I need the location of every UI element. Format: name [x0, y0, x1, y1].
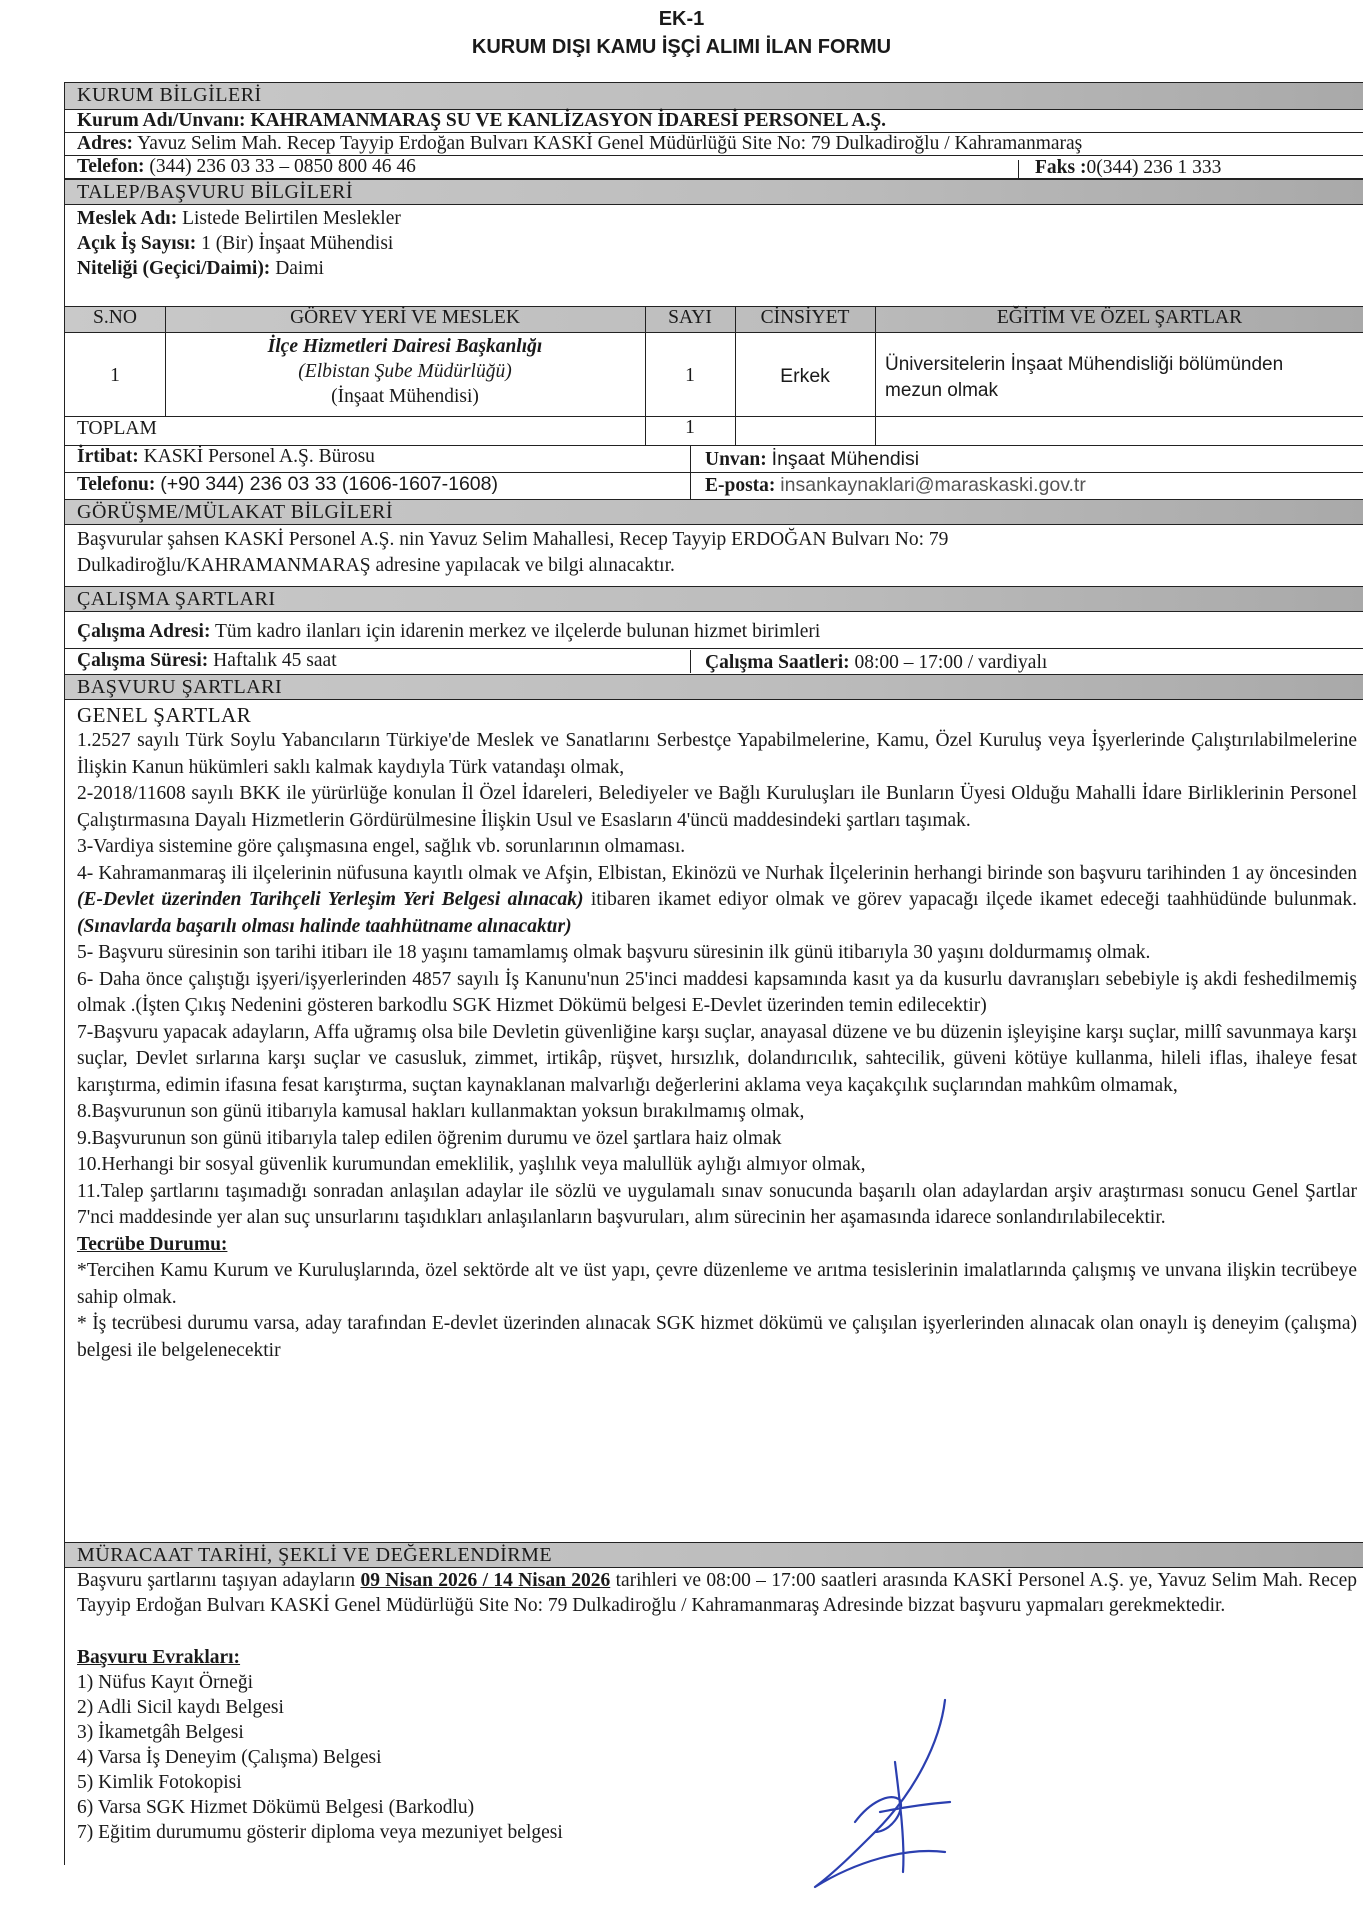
- basvuru-conditions: [77, 728, 1357, 1364]
- evrak-item: 5) Kimlik Fotokopisi: [77, 1772, 242, 1793]
- kurum-phone: (344) 236 03 33 – 0850 800 46 46: [149, 156, 416, 177]
- application-dates: 09 Nisan 2026 / 14 Nisan 2026: [360, 1570, 611, 1591]
- tecrube-1: *Tercihen Kamu Kurum ve Kuruluşlarında, özel sektörde alt ve üst yapı, çevre düzenleme ve arıtma tesislerinin imalatlarında çalışmış ve unvana ilişkin tecrübeye sahip olmak.: [77, 1260, 1357, 1308]
- kurum-name: KAHRAMANMARAŞ SU VE KANLİZASYON İDARESİ PERSONEL A.Ş.: [250, 110, 887, 131]
- condition-2: 2-2018/11608 sayılı BKK ile yürürlüğe konulan İl Özel İdareleri, Belediyeler ve Bağlı Kuruluşları ile Bunların Üyesi Olduğu Mahalli İdare Birliklerinin Personel Çalıştırmasına Dayalı Hizmetlerin Gördürülmesine İlişkin Usul ve Esasların 4'üncü maddesindeki şartları taşımak.: [77, 783, 1357, 831]
- evrak-item: 2) Adli Sicil kaydı Belgesi: [77, 1697, 284, 1718]
- kurum-fax: 0(344) 236 1 333: [1086, 157, 1222, 178]
- condition-6: 6- Daha önce çalıştığı işyeri/işyerlerinden 4857 sayılı İş Kanunu'nun 25'inci maddesi kapsamında kasıt ya da kusurlu davranışları sebebiyle iş akdi feshedilmemiş olmak .(İşten Çıkış Nedenini gösteren barkodlu SGK Hizmet Dökümü belgesi E-Devlet üzerinden temin edilecektir): [77, 968, 1357, 1016]
- evrak-item: 6) Varsa SGK Hizmet Dökümü Belgesi (Barkodlu): [77, 1797, 475, 1818]
- condition-10: 10.Herhangi bir sosyal güvenlik kurumundan emeklilik, yaşlılık veya malullük aylığı almıyor olmak,: [77, 1154, 866, 1175]
- unvan: İnşaat Mühendisi: [771, 448, 920, 470]
- row-gorev: İlçe Hizmetleri Dairesi Başkanlığı (Elbistan Şube Müdürlüğü) (İnşaat Mühendisi): [267, 336, 543, 407]
- col-sayi: SAYI: [668, 307, 712, 328]
- col-egitim: EĞİTİM VE ÖZEL ŞARTLAR: [996, 307, 1243, 328]
- tecrube-title: Tecrübe Durumu:: [77, 1233, 228, 1255]
- toplam-value: 1: [685, 417, 695, 438]
- kurum-address: Yavuz Selim Mah. Recep Tayyip Erdoğan Bulvarı KASKİ Genel Müdürlüğü Site No: 79 Dulkadiroğlu / Kahramanmaraş: [137, 133, 1083, 154]
- calisma-suresi: Haftalık 45 saat: [213, 650, 337, 671]
- evrak-list: [77, 1645, 777, 1845]
- kurum-phone-row: Telefon: (344) 236 03 33 – 0850 800 46 46 Faks :0(344) 236 1 333: [65, 156, 1363, 179]
- meslek-adi: Listede Belirtilen Meslekler: [182, 208, 401, 229]
- signature: [795, 1682, 995, 1902]
- section-basvuru: BAŞVURU ŞARTLARI: [65, 674, 1363, 700]
- section-talep: TALEP/BAŞVURU BİLGİLERİ: [65, 179, 1363, 205]
- genel-sartlar-title: GENEL ŞARTLAR: [77, 703, 252, 727]
- calisma-adresi: Tüm kadro ilanları için idarenin merkez ve ilçelerde bulunan hizmet birimleri: [214, 621, 821, 642]
- email-link[interactable]: insankaynaklari@maraskaski.gov.tr: [780, 474, 1086, 496]
- announcement-form: KURUM BİLGİLERİ Kurum Adı/Unvanı: KAHRAMANMARAŞ SU VE KANLİZASYON İDARESİ PERSONEL A.Ş. Adres: Yavuz Selim Mah. Recep Tayyip Erdoğan Bulvarı KASKİ Genel Müdürlüğü Site No: 79 Dulkadiroğlu / Kahramanmaraş Telefon: (344) 236 03 33 – 0850 800 46 46 Faks :0(344) 236 1 333 TALEP/BAŞVURU BİLGİLERİ Meslek Adı: Listede Belirtilen Meslekler Açık İş Sayısı: 1 (Bir) İnşaat Mühendisi Niteliği (Geçici/Daimi): Daimi S.NO GÖREV YERİ VE MESLEK SAYI CİNSİYET EĞİTİM VE ÖZEL ŞARTLAR 1 İlçe Hizmetleri Dairesi Başkanlığı (Elbistan Şube Müdürlüğü) (İnşaat Mühendisi) 1 Erkek Üniversitelerin İnşaat Mühendisliği bölümünden mezun olmak TOPLAM 1 İrtibat: KASKİ Personel A.Ş. Bürosu Unvan: İnşaat Mühendisi Telefonu: (+90 344) 236 03 33 (1606-1607-1608) E-posta: insankaynaklari@maraskaski.gov.tr GÖRÜŞME/MÜLAKAT BİLGİLERİ Başvurular şahsen KASKİ Personel A.Ş. nin Yavuz Selim Mahallesi, Recep Tayyip ERDOĞAN Bulvarı No: 79 Dulkadiroğlu/KAHRAMANMARAŞ adresine yapılacak ve bilgi alınacaktır. ÇALIŞMA ŞARTLARI Çalışma Adresi: Tüm kadro ilanları için idarenin merkez ve ilçelerde bulunan hizmet birimleri Çalışma Süresi: Haftalık 45 saat Çalışma Saatleri: 08:00 – 17:00 / vardiyalı BAŞVURU ŞARTLARI GENEL ŞARTLAR 1.2527 sayılı Türk Soylu Yabancıların Türkiye'de Meslek ve Sanatlarını Serbestçe Yapabilmelerine, Kamu, Özel Kuruluş veya İşyerlerinde Çalıştırılabilmelerine İlişkin Kanun hükümleri saklı kalmak kaydıyla Türk vatandaşı olmak, 2-2018/11608 sayılı BKK ile yürürlüğe konulan İl Özel İdareleri, Belediyeler ve Bağlı Kuruluşları ile Bunların Üyesi Olduğu Mahalli İdare Birliklerinin Personel Çalıştırmasına Dayalı Hizmetlerin Gördürülmesine İlişkin Usul ve Esasların 4'üncü maddesindeki şartları taşımak. 3-Vardiya sistemine göre çalışmasına engel, sağlık vb. sorunlarının olmaması. 4- Kahramanmaraş ili ilçelerinin nüfusuna kayıtlı olmak ve Afşin, Elbistan, Ekinözü ve Nurhak İlçelerinin herhangi birinde son başvuru tarihinden 1 ay öncesinden (E-Devlet üzerinden Tarihçeli Yerleşim Yeri Belgesi alınacak) itibaren ikamet ediyor olmak ve görev yapacağı ilçede ikamet edeceği taahhüdünde bulunmak. (Sınavlarda başarılı olması halinde taahhütname alınacaktır) 5- Başvuru süresinin son tarihi itibarı ile 18 yaşını tamamlamış olmak başvuru süresinin ilk günü itibarıyla 30 yaşını doldurmamış olmak. 6- Daha önce çalıştığı işyeri/işyerlerinden 4857 sayılı İş Kanunu'nun 25'inci maddesi kapsamında kasıt ya da kusurlu davranışları sebebiyle iş akdi feshedilmemiş olmak .(İşten Çıkış Nedenini gösteren barkodlu SGK Hizmet Dökümü belgesi E-Devlet üzerinden temin edilecektir) 7-Başvuru yapacak adayların, Affa uğramış olsa bile Devletin güvenliğine karşı suçlar, anayasal düzene ve bu düzenin işleyişine karşı suçlar, millî savunmaya karşı suçlar, Devlet sırlarına karşı suçlar ve casusluk, zimmet, irtikâp, rüşvet, hırsızlık, dolandırıcılık, sahtecilik, güveni kötüye kullanma, hileli iflas, ihaleye fesat karıştırma, edimin ifasına fesat karıştırma, suçtan kaynaklanan malvarlığı değerlerini aklama veya kaçakçılık suçlarından mahkûm olmamak, 8.Başvurunun son günü itibarıyla kamusal hakları kullanmaktan yoksun bırakılmamış olmak, 9.Başvurunun son günü itibarıyla talep edilen öğrenim durumu ve özel şartlara haiz olmak 10.Herhangi bir sosyal güvenlik kurumundan emeklilik, yaşlılık veya malullük aylığı almıyor olmak, 11.Talep şartlarını taşımadığı sonradan anlaşılan adaylar ile sözlü ve uygulamalı sınav sonucunda başarılı olan adaylardan arşiv araştırması sonucu Genel Şartlar 7'nci maddesinde yer alan suç unsurlarını taşıdıkları anlaşılanların başvuruları, alım sürecinin her aşamasında idarece sonlandırılabilecektir. Tecrübe Durumu: *Tercihen Kamu Kurum ve Kuruluşlarında, özel sektörde alt ve üst yapı, çevre düzenleme ve arıtma tesislerinin imalatlarında çalışmış ve unvana ilişkin tecrübeye sahip olmak. * İş tecrübesi durumu varsa, aday tarafından E-devlet üzerinden alınacak SGK hizmet dökümü ve çalışılan işyerlerinden alınacak olan onaylı iş deneyim (çalışma) belgesi ile belgelenecektir MÜRACAAT TARİHİ, ŞEKLİ VE DEĞERLENDİRME Başvuru şartlarını taşıyan adayların 09 Nisan 2026 / 14 Nisan 2026 tarihleri ve 08:00 – 17:00 saatleri arasında KASKİ Personel A.Ş. ye, Yavuz Selim Mah. Recep Tayyip Erdoğan Bulvarı KASKİ Genel Müdürlüğü Site No: 79 Dulkadiroğlu / Kahramanmaraş Adresinde bizzat başvuru yapmaları gerekmektedir. Başvuru Evrakları: 1) Nüfus Kayıt Örneği 2) Adli Sicil kaydı Belgesi 3) İkametgâh Belgesi 4) Varsa İş Deneyim (Çalışma) Belgesi 5) Kimlik Fotokopisi 6) Varsa SGK Hizmet Dökümü Belgesi (Barkodlu) 7) Eğitim durumumu gösterir diploma veya mezuniyet belgesi: [64, 82, 1363, 1865]
- calisma-saatleri: 08:00 – 17:00 / vardiyalı: [854, 652, 1048, 673]
- muracaat-text: Başvuru şartlarını taşıyan adayların 09 Nisan 2026 / 14 Nisan 2026 tarihleri ve 08:00 – 17:00 saatleri arasında KASKİ Personel A.Ş. ye, Yavuz Selim Mah. Recep Tayyip Erdoğan Bulvarı KASKİ Genel Müdürlüğü Site No: 79 Dulkadiroğlu / Kahramanmaraş Adresinde bizzat başvuru yapmaları gerekmektedir.: [77, 1570, 1357, 1616]
- col-sno: S.NO: [93, 307, 137, 328]
- col-gorev: GÖREV YERİ VE MESLEK: [290, 307, 520, 328]
- irtibat: KASKİ Personel A.Ş. Bürosu: [143, 446, 375, 467]
- section-gorusme: GÖRÜŞME/MÜLAKAT BİLGİLERİ: [65, 499, 1363, 525]
- kurum-address-row: Adres: Yavuz Selim Mah. Recep Tayyip Erdoğan Bulvarı KASKİ Genel Müdürlüğü Site No: 79 Dulkadiroğlu / Kahramanmaraş: [65, 133, 1363, 156]
- row-sayi: 1: [685, 365, 695, 386]
- annex-label: EK-1: [658, 8, 705, 30]
- condition-11: 11.Talep şartlarını taşımadığı sonradan anlaşılan adaylar ile sözlü ve uygulamalı sınav sonucunda başarılı olan adaylardan arşiv araştırması sonucu Genel Şartlar 7'nci maddesinde yer alan suç unsurlarını taşıdıkları anlaşılanların başvuruları, alım sürecinin her aşamasında idarece sonlandırılabilecektir.: [77, 1180, 1357, 1228]
- toplam-label: TOPLAM: [77, 418, 157, 439]
- form-title: KURUM DIŞI KAMU İŞÇİ ALIMI İLAN FORMU: [471, 36, 892, 58]
- condition-9: 9.Başvurunun son günü itibarıyla talep edilen öğrenim durumu ve özel şartlara haiz olmak: [77, 1127, 782, 1149]
- evrak-item: 4) Varsa İş Deneyim (Çalışma) Belgesi: [77, 1747, 382, 1768]
- section-kurum: KURUM BİLGİLERİ: [65, 82, 1363, 110]
- row-sno: 1: [110, 365, 120, 386]
- col-cinsiyet: CİNSİYET: [760, 307, 850, 328]
- condition-5: 5- Başvuru süresinin son tarihi itibarı ile 18 yaşını tamamlamış olmak başvuru süresinin ilk günü itibarıyla 30 yaşını doldurmamış olmak.: [77, 942, 1151, 963]
- condition-4: 4- Kahramanmaraş ili ilçelerinin nüfusuna kayıtlı olmak ve Afşin, Elbistan, Ekinözü ve Nurhak İlçelerinin herhangi birinde son başvuru tarihinden 1 ay öncesinden (E-Devlet üzerinden Tarihçeli Yerleşim Yeri Belgesi alınacak) itibaren ikamet ediyor olmak ve görev yapacağı ilçede ikamet edeceği taahhüdünde bulunmak. (Sınavlarda başarılı olması halinde taahhütname alınacaktır): [77, 862, 1358, 937]
- row-egitim-1: Üniversitelerin İnşaat Mühendisliği bölümünden: [885, 354, 1284, 375]
- row-egitim-2: mezun olmak: [885, 380, 998, 401]
- nitelik: Daimi: [275, 258, 324, 279]
- evrak-title: Başvuru Evrakları:: [77, 1647, 241, 1668]
- evrak-item: 1) Nüfus Kayıt Örneği: [77, 1672, 254, 1693]
- acik-is-sayisi: 1 (Bir) İnşaat Mühendisi: [201, 233, 394, 254]
- row-cinsiyet: Erkek: [780, 365, 830, 387]
- section-muracaat: MÜRACAAT TARİHİ, ŞEKLİ VE DEĞERLENDİRME: [65, 1542, 1363, 1568]
- condition-7: 7-Başvuru yapacak adayların, Affa uğramış olsa bile Devletin güvenliğine karşı suçlar, anayasal düzene ve bu düzenin işleyişine karşı suçlar, millî savunmaya karşı suçlar, Devlet sırlarına karşı suçlar ve casusluk, zimmet, irtikâp, rüşvet, hırsızlık, dolandırıcılık, sahtecilik, güveni kötüye kullanma, hileli iflas, ihaleye fesat karıştırma, edimin ifasına fesat karıştırma, suçtan kaynaklanan malvarlığı değerlerini aklama veya kaçakçılık suçlarından mahkûm olmamak,: [77, 1021, 1357, 1096]
- gorusme-line1: Başvurular şahsen KASKİ Personel A.Ş. nin Yavuz Selim Mahallesi, Recep Tayyip ERDOĞAN Bulvarı No: 79: [77, 529, 949, 550]
- gorusme-line2: Dulkadiroğlu/KAHRAMANMARAŞ adresine yapılacak ve bilgi alınacaktır.: [77, 555, 675, 576]
- condition-1: 1.2527 sayılı Türk Soylu Yabancıların Türkiye'de Meslek ve Sanatlarını Serbestçe Yapabilmelerine, Kamu, Özel Kuruluş veya İşyerlerinde Çalıştırılabilmelerine İlişkin Kanun hükümleri saklı kalmak kaydıyla Türk vatandaşı olmak,: [77, 730, 1357, 778]
- section-calisma: ÇALIŞMA ŞARTLARI: [65, 586, 1363, 612]
- evrak-item: 7) Eğitim durumumu gösterir diploma veya mezuniyet belgesi: [77, 1822, 563, 1843]
- kurum-name-row: Kurum Adı/Unvanı: KAHRAMANMARAŞ SU VE KANLİZASYON İDARESİ PERSONEL A.Ş.: [65, 110, 1363, 133]
- tecrube-2: * İş tecrübesi durumu varsa, aday tarafından E-devlet üzerinden alınacak SGK hizmet dökümü ve çalışılan işyerlerinden alınacak olan onaylı iş deneyim (çalışma) belgesi ile belgelenecektir: [77, 1313, 1357, 1361]
- evrak-item: 3) İkametgâh Belgesi: [77, 1722, 244, 1743]
- irtibat-telefon: (+90 344) 236 03 33 (1606-1607-1608): [160, 473, 498, 495]
- condition-3: 3-Vardiya sistemine göre çalışmasına engel, sağlık vb. sorunlarının olmaması.: [77, 836, 686, 857]
- condition-8: 8.Başvurunun son günü itibarıyla kamusal hakları kullanmaktan yoksun bırakılmamış olmak,: [77, 1101, 805, 1122]
